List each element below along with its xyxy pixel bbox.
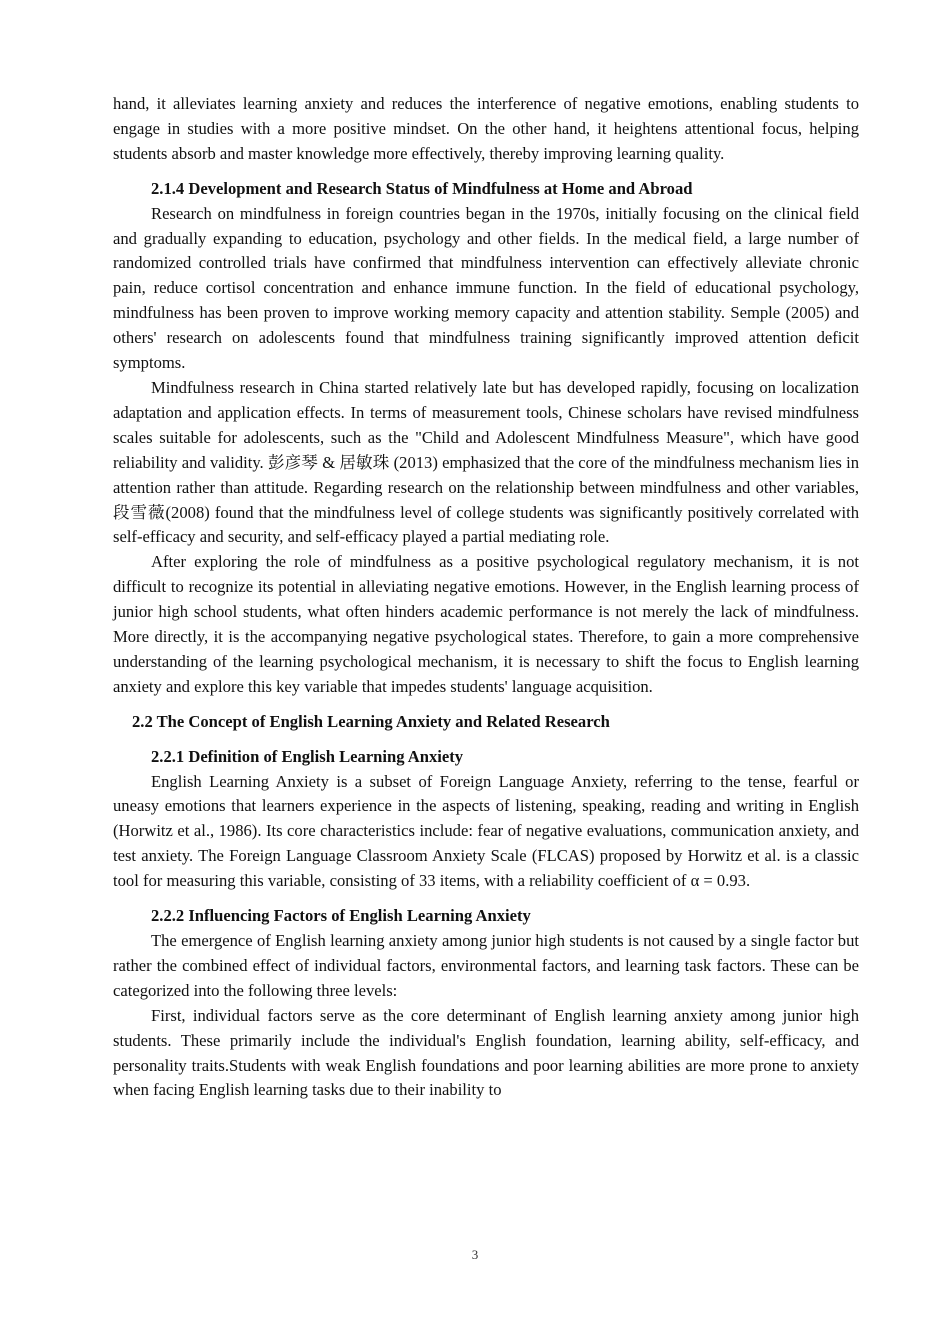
paragraph-factors-intro: The emergence of English learning anxiety among junior high students is not caused by a single factor but rather the combined effect of individual factors, environmental factors, and learning task factors. These can be categorized into the following three levels: (113, 931, 859, 1000)
paragraph-foreign-research: Research on mindfulness in foreign countries began in the 1970s, initially focusing on the clinical field and gradually expanding to education, psychology and other fields. In the medical field, a large number of randomized controlled trials have confirmed that mindfulness intervention can effectively alleviate chronic pain, reduce cortisol concentration and enhance immune function. In the field of educational psychology, mindfulness has been proven to improve working memory capacity and attention stability. Semple (2005) and others' research on adolescents found that mindfulness training significantly improved attention deficit symptoms. (113, 203, 859, 373)
paragraph-continuation: hand, it alleviates learning anxiety and reduces the interference of negative emotions, enabling students to engage in studies with a more positive mindset. On the other hand, it heightens attentional focus, helping students absorb and master knowledge more effectively, thereby improving learning quality. (113, 94, 859, 163)
page-number: 3 (471, 1247, 479, 1262)
heading-2-2: 2.2 The Concept of English Learning Anxiety and Related Research (132, 711, 610, 731)
heading-2-2-1: 2.2.1 Definition of English Learning Anxiety (151, 746, 464, 766)
heading-2-2-2: 2.2.2 Influencing Factors of English Learning Anxiety (151, 906, 531, 926)
paragraph-individual-factors: First, individual factors serve as the core determinant of English learning anxiety among junior high students. These primarily include the individual's English foundation, learning ability, self-efficacy, and personality traits.Students with weak English foundations and poor learning abilities are more prone to anxiety when facing English learning tasks due to their inability to (113, 1005, 859, 1100)
paragraph-transition: After exploring the role of mindfulness as a positive psychological regulatory mechanism, it is not difficult to recognize its potential in alleviating negative emotions. However, in the English learning process of junior high school students, what often hinders academic performance is not merely the lack of mindfulness. More directly, it is the accompanying negative psychological states. Therefore, to gain a more comprehensive understanding of the learning psychological mechanism, it is necessary to shift the focus to English learning anxiety and explore this key variable that impedes students' language acquisition. (113, 552, 859, 696)
paragraph-china-research: Mindfulness research in China started relatively late but has developed rapidly, focusing on localization adaptation and application effects. In terms of measurement tools, Chinese scholars have revised mindfulness scales suitable for adolescents, such as the "Child and Adolescent Mindfulness Measure", which have good reliability and validity. 彭彦琴 & 居敏珠 (2013) emphasized that the core of the mindfulness mechanism lies in attention rather than attitude. Regarding research on the relationship between mindfulness and other variables, 段雪薇(2008) found that the mindfulness level of college students was significantly positively correlated with self-efficacy and security, and self-efficacy played a partial mediating role. (113, 377, 859, 547)
heading-2-1-4: 2.1.4 Development and Research Status of Mindfulness at Home and Abroad (151, 178, 693, 198)
document-body (113, 92, 859, 1103)
paragraph-definition: English Learning Anxiety is a subset of Foreign Language Anxiety, referring to the tense, fearful or uneasy emotions that learners experience in the aspects of listening, speaking, reading and writing in English (Horwitz et al., 1986). Its core characteristics include: fear of negative evaluations, communication anxiety, and test anxiety. The Foreign Language Classroom Anxiety Scale (FLCAS) proposed by Horwitz et al. is a classic tool for measuring this variable, consisting of 33 items, with a reliability coefficient of α = 0.93. (113, 771, 859, 891)
